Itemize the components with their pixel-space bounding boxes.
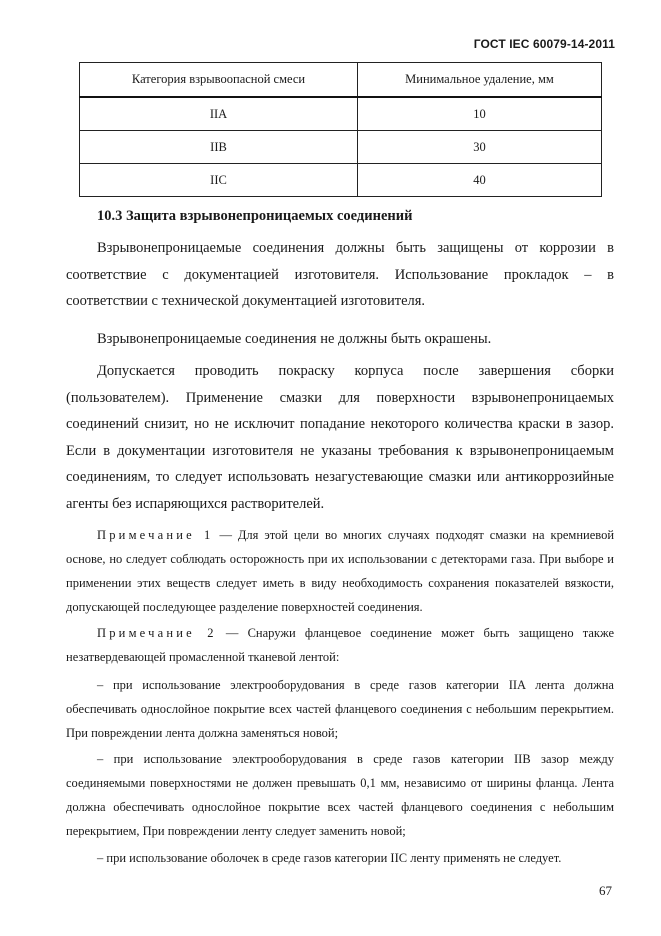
table-cell-distance: 10 [358,97,602,131]
note-dash: — [225,626,239,640]
list-item [66,747,614,843]
section-title: 10.3 Защита взрывонепроницаемых соединений [97,208,413,224]
list-item [66,846,614,870]
table-cell-category: IIC [80,164,358,197]
list-item-text: – при использование электрооборудования в среде газов категории IIB зазор между соединяемыми поверхностями не должен превышать 0,1 мм, независимо от ширины фланца. Лента должна обеспечивать однослойное покрытие всех частей фланцевого соединения с небольшим перекрытием, При повреждении ленту следует заменить новой; [66,752,614,838]
paragraph [66,358,614,517]
paragraph-text: Допускается проводить покраску корпуса после завершения сборки (пользователем). Применение смазки для поверхности взрывонепроницаемых соединений снизит, но не исключит попадание некоторого количества краски в зазор. Если в документации изготовителя не указаны требования к взрывонепроницаемым соединениям, то следует использовать незагустевающие смазки или антикоррозийные агенты без испаряющихся растворителей. [66,363,614,512]
page-number: 67 [599,883,612,898]
table-row [80,97,602,131]
document-code: ГОСТ IEC 60079-14-2011 [473,37,615,51]
note-2 [66,621,614,669]
paragraph [66,235,614,315]
note-dash: — [219,528,232,542]
list-item [66,673,614,745]
table-header-row [80,63,602,98]
table-cell-category: IIA [80,97,358,131]
note-1 [66,523,614,619]
distance-table [79,62,602,197]
paragraph-text: Взрывонепроницаемые соединения должны быть защищены от коррозии в соответствие с документацией изготовителя. Использование прокладок – в соответствии с технической документацией изготовителя. [66,240,614,309]
table-cell-distance: 30 [358,131,602,164]
list-item-text: – при использование электрооборудования в среде газов категории IIA лента должна обеспечивать однослойное покрытие всех частей фланцевого соединения с небольшим перекрытием. При повреждении лента должна заменяться новой; [66,678,614,740]
table-cell-category: IIB [80,131,358,164]
column-header-distance: Минимальное удаление, мм [358,63,602,98]
note-label: Примечание 2 [97,626,217,640]
list-item-text: – при использование оболочек в среде газов категории IIC ленту применять не следует. [97,851,562,865]
column-header-category: Категория взрывоопасной смеси [80,63,358,98]
paragraph-text: Взрывонепроницаемые соединения не должны быть окрашены. [97,331,492,347]
table-cell-distance: 40 [358,164,602,197]
note-label: Примечание 1 [97,528,214,542]
note-text: Снаружи фланцевое соединение может быть защищено также незатвердевающей промасленной тканевой лентой: [66,626,615,664]
table-row [80,131,602,164]
table-row [80,164,602,197]
note-text: Для этой цели во многих случаях подходят смазки на кремниевой основе, но следует соблюдать осторожность при их использовании с детекторами газа. При выборе и применении этих веществ следует иметь в виду необходимость сохранения показателей вязкости, допускающей последующее разделение поверхностей соединения. [66,528,615,614]
paragraph [66,326,614,353]
